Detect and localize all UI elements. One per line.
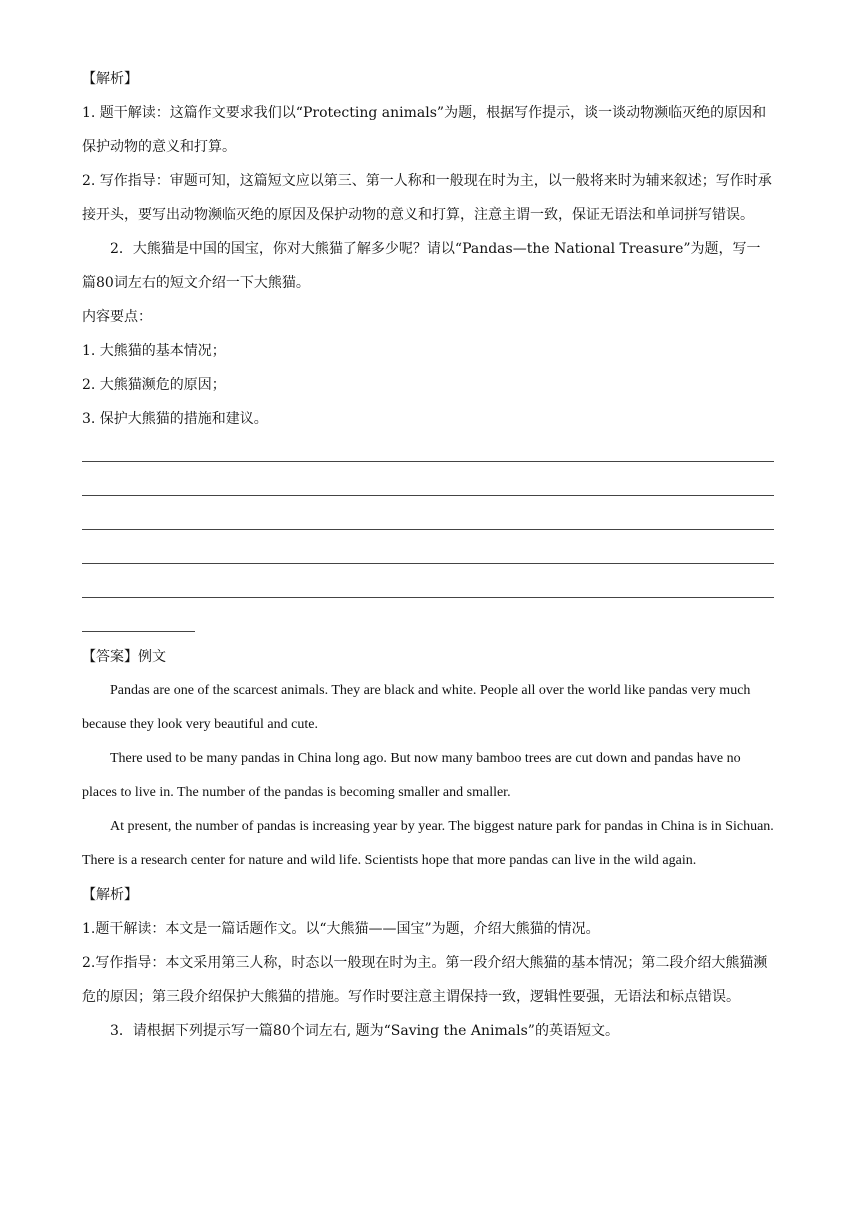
analysis-point-1: 1. 题干解读：这篇作文要求我们以“Protecting animals”为题，根据写作提示，谈一谈动物濒临灭绝的原因和保护动物的意义和打算。 <box>82 105 767 155</box>
answer-line-3 <box>82 504 774 538</box>
answer-line-1 <box>82 436 774 470</box>
answer-paragraph-3: At present, the number of pandas is increasing year by year. The biggest nature park for pandas in China is in Sichuan. There is a research center for nature and wild life. Scientists hope that more pandas can live in the wild again. <box>82 819 774 868</box>
question-2-prompt: 2．大熊猫是中国的国宝，你对大熊猫了解多少呢？请以“Pandas—the National Treasure”为题，写一篇80词左右的短文介绍一下大熊猫。 <box>82 241 761 291</box>
answer-paragraph-1: Pandas are one of the scarcest animals. They are black and white. People all over the world like pandas very much because they look very beautiful and cute. <box>82 683 751 732</box>
document-page <box>82 62 774 1048</box>
point-item-1: 1. 大熊猫的基本情况； <box>82 343 226 359</box>
answer-label: 【答案】例文 <box>82 649 166 665</box>
answer-line-4 <box>82 538 774 572</box>
analysis-2-heading: 【解析】 <box>82 887 138 903</box>
analysis-heading: 【解析】 <box>82 71 138 87</box>
question-3-prompt: 3．请根据下列提示写一篇80个词左右, 题为“Saving the Animals”的英语短文。 <box>110 1023 619 1039</box>
answer-line-5 <box>82 572 774 606</box>
analysis-point-2: 2. 写作指导：审题可知，这篇短文应以第三、第一人称和一般现在时为主，以一般将来时为辅来叙述；写作时承接开头，要写出动物濒临灭绝的原因及保护动物的意义和打算，注意主谓一致，保证无语法和单词拼写错误。 <box>82 173 772 223</box>
point-item-2: 2. 大熊猫濒危的原因； <box>82 377 226 393</box>
analysis-2-point-1: 1.题干解读：本文是一篇话题作文。以“大熊猫——国宝”为题，介绍大熊猫的情况。 <box>82 921 600 937</box>
point-item-3: 3. 保护大熊猫的措施和建议。 <box>82 411 268 427</box>
answer-paragraph-2: There used to be many pandas in China long ago. But now many bamboo trees are cut down and pandas have no places to live in. The number of the pandas is becoming smaller and smaller. <box>82 751 741 800</box>
answer-line-6 <box>82 606 774 640</box>
answer-line-2 <box>82 470 774 504</box>
analysis-2-point-2: 2.写作指导：本文采用第三人称，时态以一般现在时为主。第一段介绍大熊猫的基本情况；第二段介绍大熊猫濒危的原因；第三段介绍保护大熊猫的措施。写作时要注意主谓保持一致，逻辑性要强，无语法和标点错误。 <box>82 955 768 1005</box>
points-label: 内容要点： <box>82 309 152 325</box>
